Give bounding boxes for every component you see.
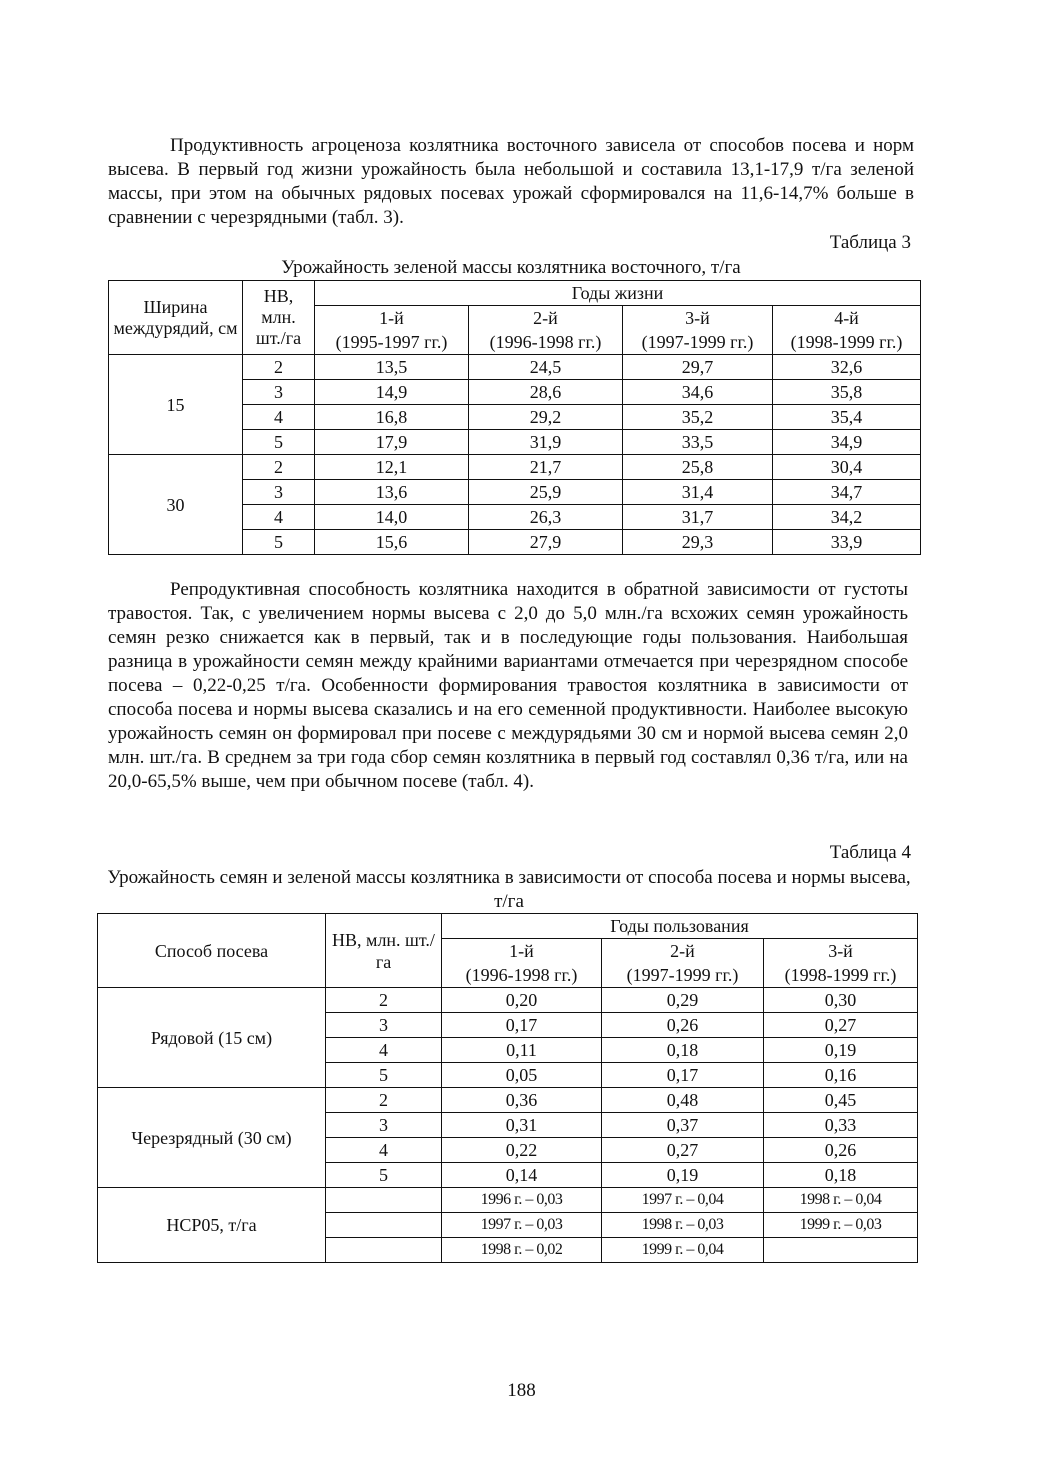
table-cell: 34,9 [773,430,921,455]
table3-year-1: 1-й [315,306,469,331]
table-cell: 0,19 [602,1163,764,1188]
table3-period-2: (1996-1998 гг.) [469,330,623,355]
table-cell: 3 [326,1113,442,1138]
table-row [98,1088,918,1113]
table-row [98,1188,918,1213]
table4-hcp-label: НСР05, т/га [98,1188,326,1263]
table-cell: 29,2 [469,405,623,430]
table4-group-method: Черезрядный (30 см) [98,1088,326,1188]
table-cell: 16,8 [315,405,469,430]
table-cell: 5 [326,1063,442,1088]
table3-label: Таблица 3 [829,232,911,253]
table-cell: 3 [243,380,315,405]
paragraph-1: Продуктивность агроценоза козлятника восточного зависела от способов посева и норм высева. В первый год жизни урожайность была небольшой и составила 13,1-17,9 т/га зеленой массы, при этом на обычных рядовых посевах урожай сформировался на 11,6-14,7% больше в сравнении с черезрядными (табл. 3). [108,135,914,228]
table4-year-2: 2-й [602,939,764,964]
table-cell: 34,7 [773,480,921,505]
table-cell: 0,11 [442,1038,602,1063]
table-cell: 0,19 [764,1038,918,1063]
table-cell: 4 [243,505,315,530]
table4-year-3: 3-й [764,939,918,964]
table-cell: 25,8 [623,455,773,480]
table-cell: 30,4 [773,455,921,480]
table3-title: Урожайность зеленой массы козлятника восточного, т/га [281,257,741,278]
table-cell: 35,2 [623,405,773,430]
page-number: 188 [507,1380,536,1401]
table-cell: 1999 г. – 0,04 [602,1238,764,1263]
table3-col-years: Годы жизни [315,281,921,306]
table-cell: 0,33 [764,1113,918,1138]
table3 [108,280,921,555]
table-cell: 31,4 [623,480,773,505]
table3-col-width: Ширина междурядий, см [109,281,243,355]
table4-col-years: Годы пользования [442,914,918,939]
table4-col-method: Способ посева [98,914,326,988]
table-row [109,455,921,480]
table-cell: 0,26 [602,1013,764,1038]
table-cell: 0,31 [442,1113,602,1138]
table-cell: 35,4 [773,405,921,430]
table-cell: 0,45 [764,1088,918,1113]
table-cell: 15,6 [315,530,469,555]
table3-year-3: 3-й [623,306,773,331]
table3-year-2: 2-й [469,306,623,331]
table3-period-1: (1995-1997 гг.) [315,330,469,355]
table-cell: 0,29 [602,988,764,1013]
table-cell: 1999 г. – 0,03 [764,1213,918,1238]
table-cell: 0,26 [764,1138,918,1163]
table4-year-1: 1-й [442,939,602,964]
table-cell: 0,17 [602,1063,764,1088]
table-cell: 5 [243,430,315,455]
table-cell: 0,20 [442,988,602,1013]
table-cell: 27,9 [469,530,623,555]
table-cell: 1998 г. – 0,02 [442,1238,602,1263]
table-cell: 2 [243,455,315,480]
table-cell: 24,5 [469,355,623,380]
table-cell: 0,30 [764,988,918,1013]
table-cell: 5 [326,1163,442,1188]
table3-period-3: (1997-1999 гг.) [623,330,773,355]
table-cell: 1997 г. – 0,04 [602,1188,764,1213]
table-cell: 31,7 [623,505,773,530]
table4-label: Таблица 4 [829,842,911,863]
table-cell: 29,7 [623,355,773,380]
table4-col-nv: НВ, млн. шт./га [326,914,442,988]
table4-group-method: Рядовой (15 см) [98,988,326,1088]
table3-col-nv: НВ, млн. шт./га [243,281,315,355]
table-cell: 0,18 [602,1038,764,1063]
table-row [98,988,918,1013]
table-cell: 32,6 [773,355,921,380]
table-cell: 14,9 [315,380,469,405]
table-cell: 5 [243,530,315,555]
table3-header-row [109,281,921,306]
table-cell: 0,27 [764,1013,918,1038]
table-cell: 34,6 [623,380,773,405]
table3-period-4: (1998-1999 гг.) [773,330,921,355]
table-cell: 28,6 [469,380,623,405]
table-cell [326,1188,442,1213]
table-cell: 0,17 [442,1013,602,1038]
table3-group-width: 15 [109,355,243,455]
table4-period-1: (1996-1998 гг.) [442,963,602,988]
table-cell: 2 [326,988,442,1013]
table-cell: 0,37 [602,1113,764,1138]
table3-year-4: 4-й [773,306,921,331]
table-cell: 13,5 [315,355,469,380]
table-cell: 26,3 [469,505,623,530]
table-cell [326,1238,442,1263]
table-cell: 33,5 [623,430,773,455]
table-cell: 14,0 [315,505,469,530]
table-cell: 12,1 [315,455,469,480]
table-cell: 0,22 [442,1138,602,1163]
table-cell: 1998 г. – 0,04 [764,1188,918,1213]
table-cell: 21,7 [469,455,623,480]
table-cell: 2 [326,1088,442,1113]
table4-period-3: (1998-1999 гг.) [764,963,918,988]
table-row [109,355,921,380]
table4-period-2: (1997-1999 гг.) [602,963,764,988]
table-cell: 1998 г. – 0,03 [602,1213,764,1238]
table-cell: 2 [243,355,315,380]
table-cell: 0,14 [442,1163,602,1188]
table-cell: 35,8 [773,380,921,405]
table4-header-row [98,914,918,939]
table-cell: 4 [326,1038,442,1063]
table-cell: 29,3 [623,530,773,555]
table-cell: 0,16 [764,1063,918,1088]
table-cell: 3 [243,480,315,505]
table-cell: 0,05 [442,1063,602,1088]
table-cell: 17,9 [315,430,469,455]
table-cell: 3 [326,1013,442,1038]
table-cell: 1997 г. – 0,03 [442,1213,602,1238]
table-cell [764,1238,918,1263]
table-cell: 0,36 [442,1088,602,1113]
table-cell [326,1213,442,1238]
table-cell: 33,9 [773,530,921,555]
table-cell: 0,18 [764,1163,918,1188]
paragraph-2: Репродуктивная способность козлятника находится в обратной зависимости от густоты травостоя. Так, с увеличением нормы высева с 2,0 до 5,0 млн./га всхожих семян урожайность семян резко снижается как в первый, так и в последующие годы пользования. Наибольшая разница в урожайности семян между крайними вариантами отмечается при черезрядном способе посева – 0,22-0,25 т/га. Особенности формирования травостоя козлятника в зависимости от способа посева и нормы высева сказались и на его семенной продуктивности. Наиболее высокую урожайность семян он формировал при посеве с междурядьями 30 см и нормой высева семян 2,0 млн. шт./га. В среднем за три года сбор семян козлятника в первый год составлял 0,36 т/га, или на 20,0-65,5% выше, чем при обычном посеве (табл. 4). [108,579,908,792]
table-cell: 0,48 [602,1088,764,1113]
table-cell: 25,9 [469,480,623,505]
table-cell: 31,9 [469,430,623,455]
table-cell: 4 [326,1138,442,1163]
table-cell: 4 [243,405,315,430]
table3-group-width: 30 [109,455,243,555]
table-cell: 1996 г. – 0,03 [442,1188,602,1213]
table-cell: 0,27 [602,1138,764,1163]
table-cell: 13,6 [315,480,469,505]
table-cell: 34,2 [773,505,921,530]
table4 [97,913,918,1263]
table4-title: Урожайность семян и зеленой массы козлятника в зависимости от способа посева и нормы высева, т/га [107,867,911,912]
